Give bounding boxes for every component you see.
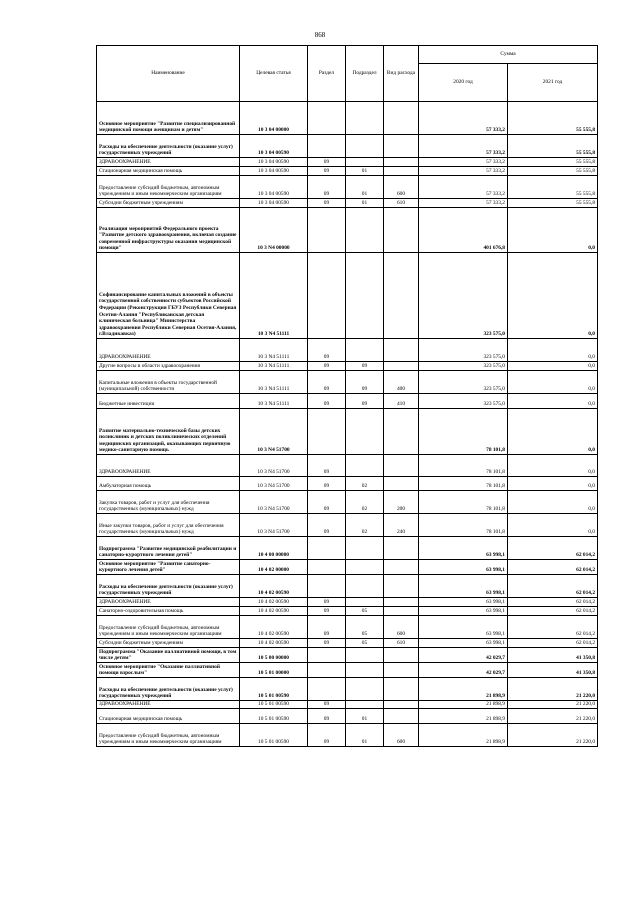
row-subsection: 01	[346, 724, 384, 747]
row-code: 10 3 N4 51111	[240, 394, 308, 409]
row-name: Санаторно-оздоровительная помощь	[97, 607, 240, 616]
row-subsection	[346, 135, 384, 158]
row-code: 10 4 02 00590	[240, 639, 308, 648]
table-body	[97, 102, 598, 747]
row-code: 10 4 02 00590	[240, 607, 308, 616]
row-section	[308, 560, 346, 575]
table-row	[97, 455, 598, 477]
row-expense-type	[384, 362, 419, 371]
table-row	[97, 639, 598, 648]
table-row	[97, 616, 598, 639]
row-section: 09	[308, 709, 346, 724]
row-amount-2021: 0,0	[508, 208, 598, 253]
row-amount-2021: 62 014,2	[508, 575, 598, 598]
row-amount-2020: 57 333,2	[419, 176, 508, 199]
row-expense-type	[384, 135, 419, 158]
row-subsection: 09	[346, 371, 384, 394]
row-subsection	[346, 560, 384, 575]
row-section	[308, 575, 346, 598]
row-expense-type: 240	[384, 514, 419, 537]
row-expense-type	[384, 701, 419, 709]
row-amount-2021: 0,0	[508, 253, 598, 339]
row-subsection	[346, 339, 384, 362]
row-expense-type: 610	[384, 639, 419, 648]
row-expense-type	[384, 598, 419, 607]
row-code: 10 3 N4 51700	[240, 514, 308, 537]
row-amount-2021: 0,0	[508, 409, 598, 455]
table-row	[97, 176, 598, 199]
row-expense-type: 410	[384, 394, 419, 409]
row-expense-type	[384, 158, 419, 167]
row-expense-type	[384, 575, 419, 598]
row-code: 10 3 N4 51111	[240, 371, 308, 394]
row-amount-2021: 0,0	[508, 455, 598, 477]
row-expense-type	[384, 678, 419, 701]
row-name: Софинансирование капитальных вложений в объекты государственной собственности субъектов Российской Федерации (Реконструкция ГБУЗ Республики Северная Осетия-Алания "Республиканская детская клиническая больница" Министерства здравоохранения Республики Северная Осетия-Алания, г.Владикавказ)	[97, 253, 240, 339]
row-expense-type	[384, 455, 419, 477]
row-name: Стационарная медицинская помощь	[97, 167, 240, 176]
row-subsection	[346, 648, 384, 663]
row-name: Предоставление субсидий бюджетным, автономным учреждениям и иным некоммерческим организациям	[97, 176, 240, 199]
row-amount-2021: 0,0	[508, 371, 598, 394]
row-amount-2020: 21 898,9	[419, 701, 508, 709]
budget-table	[96, 45, 598, 747]
row-code: 10 5 00 00000	[240, 648, 308, 663]
row-subsection	[346, 455, 384, 477]
row-expense-type	[384, 167, 419, 176]
row-expense-type: 600	[384, 724, 419, 747]
row-amount-2021: 62 014,2	[508, 639, 598, 648]
table-row	[97, 598, 598, 607]
row-subsection: 01	[346, 176, 384, 199]
row-subsection: 02	[346, 491, 384, 514]
row-amount-2021: 0,0	[508, 362, 598, 371]
row-expense-type: 200	[384, 491, 419, 514]
row-amount-2020: 63 998,1	[419, 537, 508, 560]
table-row	[97, 135, 598, 158]
row-name: Расходы на обеспечение деятельности (оказание услуг) государственных учреждений	[97, 575, 240, 598]
table-row	[97, 560, 598, 575]
row-amount-2021: 62 014,2	[508, 598, 598, 607]
row-code: 10 3 04 00000	[240, 102, 308, 135]
row-amount-2021: 41 350,8	[508, 648, 598, 663]
row-section: 09	[308, 724, 346, 747]
row-section	[308, 648, 346, 663]
row-name: Расходы на обеспечение деятельности (оказание услуг) государственных учреждений	[97, 678, 240, 701]
row-name: Субсидии бюджетным учреждениям	[97, 639, 240, 648]
row-amount-2020: 78 101,8	[419, 477, 508, 491]
row-code: 10 3 N4 51700	[240, 409, 308, 455]
row-section	[308, 208, 346, 253]
row-subsection: 01	[346, 199, 384, 208]
row-amount-2021: 55 555,8	[508, 167, 598, 176]
row-amount-2020: 63 998,1	[419, 616, 508, 639]
row-expense-type	[384, 709, 419, 724]
row-amount-2020: 78 101,8	[419, 514, 508, 537]
row-subsection	[346, 678, 384, 701]
table-row	[97, 607, 598, 616]
row-amount-2020: 78 101,8	[419, 409, 508, 455]
header-name: Наименование	[97, 46, 240, 102]
header-section: Раздел	[308, 46, 346, 102]
table-row	[97, 477, 598, 491]
row-name: Амбулаторная помощь	[97, 477, 240, 491]
row-amount-2020: 63 998,1	[419, 560, 508, 575]
table-row	[97, 648, 598, 663]
row-name: ЗДРАВООХРАНЕНИЕ	[97, 598, 240, 607]
row-section: 09	[308, 158, 346, 167]
row-expense-type: 400	[384, 371, 419, 394]
table-row	[97, 537, 598, 560]
row-amount-2020: 57 333,2	[419, 167, 508, 176]
row-expense-type	[384, 409, 419, 455]
table-row	[97, 724, 598, 747]
row-code: 10 5 01 00590	[240, 709, 308, 724]
table-row	[97, 575, 598, 598]
row-section: 09	[308, 394, 346, 409]
row-name: Основное мероприятие "Оказание паллиативной помощи взрослым"	[97, 663, 240, 678]
row-section: 09	[308, 371, 346, 394]
table-row	[97, 339, 598, 362]
row-name: ЗДРАВООХРАНЕНИЕ	[97, 701, 240, 709]
row-expense-type	[384, 537, 419, 560]
row-expense-type	[384, 648, 419, 663]
row-amount-2020: 57 333,2	[419, 158, 508, 167]
row-amount-2020: 57 333,2	[419, 199, 508, 208]
row-code: 10 3 N4 51700	[240, 491, 308, 514]
row-amount-2020: 63 998,1	[419, 598, 508, 607]
row-subsection: 09	[346, 394, 384, 409]
row-name: Бюджетные инвестиции	[97, 394, 240, 409]
header-expense-type: Вид расхода	[384, 46, 419, 102]
row-section: 09	[308, 455, 346, 477]
row-section: 09	[308, 477, 346, 491]
row-code: 10 3 04 00590	[240, 167, 308, 176]
row-code: 10 3 04 00590	[240, 135, 308, 158]
row-name: Предоставление субсидий бюджетным, автономным учреждениям и иным некоммерческим организациям	[97, 616, 240, 639]
table-row	[97, 709, 598, 724]
table-row	[97, 394, 598, 409]
row-subsection: 02	[346, 514, 384, 537]
table-row	[97, 199, 598, 208]
row-name: ЗДРАВООХРАНЕНИЕ	[97, 455, 240, 477]
table-row	[97, 663, 598, 678]
table-row	[97, 158, 598, 167]
row-name: Подпрограмма "Развитие медицинской реабилитации и санаторно-курортного лечения детей"	[97, 537, 240, 560]
table-row	[97, 167, 598, 176]
row-expense-type	[384, 339, 419, 362]
row-amount-2021: 55 555,8	[508, 102, 598, 135]
row-section	[308, 135, 346, 158]
row-amount-2021: 62 014,2	[508, 537, 598, 560]
row-name: Закупка товаров, работ и услуг для обеспечения государственных (муниципальных) нужд	[97, 491, 240, 514]
row-subsection	[346, 208, 384, 253]
row-amount-2020: 57 333,2	[419, 135, 508, 158]
row-subsection	[346, 701, 384, 709]
row-amount-2020: 21 898,9	[419, 709, 508, 724]
row-code: 10 3 N4 51700	[240, 477, 308, 491]
row-section	[308, 663, 346, 678]
row-name: Реализация мероприятий Федерального проекта "Развитие детского здравоохранения, включая создание современной инфраструктуры оказания медицинской помощи"	[97, 208, 240, 253]
row-amount-2020: 323 575,0	[419, 253, 508, 339]
row-section	[308, 253, 346, 339]
row-subsection	[346, 598, 384, 607]
row-name: Расходы на обеспечение деятельности (оказание услуг) государственных учреждений	[97, 135, 240, 158]
row-amount-2021: 0,0	[508, 514, 598, 537]
row-amount-2021: 21 220,0	[508, 724, 598, 747]
row-amount-2020: 323 575,0	[419, 339, 508, 362]
row-amount-2021: 62 014,2	[508, 560, 598, 575]
row-code: 10 3 N4 00000	[240, 208, 308, 253]
row-amount-2020: 323 575,0	[419, 362, 508, 371]
row-section	[308, 409, 346, 455]
header-year-2020: 2020 год	[419, 64, 508, 102]
row-expense-type	[384, 102, 419, 135]
table-row	[97, 253, 598, 339]
row-amount-2021: 0,0	[508, 491, 598, 514]
header-target: Целевая статья	[240, 46, 308, 102]
row-amount-2020: 42 029,7	[419, 648, 508, 663]
row-section: 09	[308, 199, 346, 208]
table-row	[97, 102, 598, 135]
row-name: Основное мероприятие "Развитие санаторно-курортного лечения детей"	[97, 560, 240, 575]
row-subsection	[346, 409, 384, 455]
row-section: 09	[308, 639, 346, 648]
row-amount-2021: 21 220,0	[508, 701, 598, 709]
row-section: 09	[308, 607, 346, 616]
row-code: 10 3 04 00590	[240, 199, 308, 208]
row-amount-2020: 63 998,1	[419, 575, 508, 598]
row-name: ЗДРАВООХРАНЕНИЕ	[97, 339, 240, 362]
row-amount-2021: 55 555,8	[508, 135, 598, 158]
row-subsection: 01	[346, 709, 384, 724]
row-section	[308, 102, 346, 135]
row-amount-2020: 57 333,2	[419, 102, 508, 135]
table-row	[97, 362, 598, 371]
row-amount-2021: 0,0	[508, 477, 598, 491]
row-amount-2020: 42 029,7	[419, 663, 508, 678]
row-section: 09	[308, 362, 346, 371]
row-subsection: 09	[346, 362, 384, 371]
row-expense-type	[384, 607, 419, 616]
row-expense-type	[384, 663, 419, 678]
row-subsection	[346, 575, 384, 598]
row-name: ЗДРАВООХРАНЕНИЕ	[97, 158, 240, 167]
row-subsection: 05	[346, 607, 384, 616]
row-amount-2020: 21 898,9	[419, 724, 508, 747]
row-code: 10 3 N4 51111	[240, 339, 308, 362]
row-name: Другие вопросы в области здравоохранения	[97, 362, 240, 371]
row-name: Иные закупки товаров, работ и услуг для обеспечения государственных (муниципальных) нужд	[97, 514, 240, 537]
row-name: Подпрограмма "Оказание паллиативной помощи, в том числе детям"	[97, 648, 240, 663]
row-subsection: 02	[346, 477, 384, 491]
row-expense-type	[384, 253, 419, 339]
row-amount-2021: 55 555,8	[508, 176, 598, 199]
table-row	[97, 491, 598, 514]
row-subsection	[346, 253, 384, 339]
table-row	[97, 678, 598, 701]
row-code: 10 5 01 00000	[240, 663, 308, 678]
header-year-2021: 2021 год	[508, 64, 598, 102]
row-section: 09	[308, 339, 346, 362]
table-row	[97, 371, 598, 394]
row-amount-2020: 78 101,8	[419, 455, 508, 477]
row-section: 09	[308, 491, 346, 514]
table-row	[97, 701, 598, 709]
row-amount-2021: 55 555,8	[508, 158, 598, 167]
row-expense-type	[384, 208, 419, 253]
row-code: 10 4 02 00590	[240, 598, 308, 607]
row-section: 09	[308, 598, 346, 607]
row-expense-type: 610	[384, 199, 419, 208]
row-subsection	[346, 537, 384, 560]
row-code: 10 5 01 00590	[240, 701, 308, 709]
row-section	[308, 678, 346, 701]
row-expense-type: 600	[384, 176, 419, 199]
row-name: Предоставление субсидий бюджетным, автономным учреждениям и иным некоммерческим организациям	[97, 724, 240, 747]
row-code: 10 3 N4 51700	[240, 455, 308, 477]
row-subsection: 01	[346, 167, 384, 176]
row-amount-2020: 78 101,8	[419, 491, 508, 514]
row-code: 10 3 N4 51111	[240, 362, 308, 371]
row-subsection	[346, 158, 384, 167]
row-section: 09	[308, 176, 346, 199]
row-amount-2020: 401 676,8	[419, 208, 508, 253]
row-amount-2021: 62 014,2	[508, 616, 598, 639]
row-expense-type: 600	[384, 616, 419, 639]
row-name: Основное мероприятие "Развитие специализированной медицинской помощи женщинам и детям"	[97, 102, 240, 135]
row-code: 10 5 01 00590	[240, 678, 308, 701]
row-amount-2021: 62 014,2	[508, 607, 598, 616]
row-code: 10 4 02 00590	[240, 616, 308, 639]
table-row	[97, 514, 598, 537]
row-section	[308, 537, 346, 560]
row-amount-2020: 63 998,1	[419, 607, 508, 616]
table-row	[97, 208, 598, 253]
row-amount-2021: 21 220,0	[508, 709, 598, 724]
header-subsection: Подраздел	[346, 46, 384, 102]
row-expense-type	[384, 560, 419, 575]
row-code: 10 3 04 00590	[240, 158, 308, 167]
row-amount-2021: 21 220,0	[508, 678, 598, 701]
row-amount-2021: 41 350,8	[508, 663, 598, 678]
row-code: 10 4 02 00000	[240, 560, 308, 575]
page-number: 868	[314, 31, 326, 39]
row-section: 09	[308, 167, 346, 176]
row-name: Субсидии бюджетным учреждениям	[97, 199, 240, 208]
row-amount-2020: 323 575,0	[419, 394, 508, 409]
row-name: Развитие материально-технической базы детских поликлиник и детских поликлинических отделений медицинских организаций, оказывающих первичную медико-санитарную помощь	[97, 409, 240, 455]
row-section: 09	[308, 701, 346, 709]
row-code: 10 4 00 00000	[240, 537, 308, 560]
row-amount-2020: 323 575,0	[419, 371, 508, 394]
row-subsection	[346, 663, 384, 678]
row-subsection: 05	[346, 639, 384, 648]
row-code: 10 3 N4 51111	[240, 253, 308, 339]
row-amount-2021: 55 555,8	[508, 199, 598, 208]
row-expense-type	[384, 477, 419, 491]
row-amount-2021: 0,0	[508, 339, 598, 362]
table-row	[97, 409, 598, 455]
row-amount-2020: 21 898,9	[419, 678, 508, 701]
row-code: 10 4 02 00590	[240, 575, 308, 598]
row-code: 10 5 01 00590	[240, 724, 308, 747]
row-name: Капитальные вложения в объекты государственной (муниципальной) собственности	[97, 371, 240, 394]
header-sum: Сумма	[419, 46, 598, 64]
row-code: 10 3 04 00590	[240, 176, 308, 199]
row-subsection: 05	[346, 616, 384, 639]
row-subsection	[346, 102, 384, 135]
row-amount-2020: 63 998,1	[419, 639, 508, 648]
row-section: 09	[308, 514, 346, 537]
row-amount-2021: 0,0	[508, 394, 598, 409]
row-section: 09	[308, 616, 346, 639]
row-name: Стационарная медицинская помощь	[97, 709, 240, 724]
